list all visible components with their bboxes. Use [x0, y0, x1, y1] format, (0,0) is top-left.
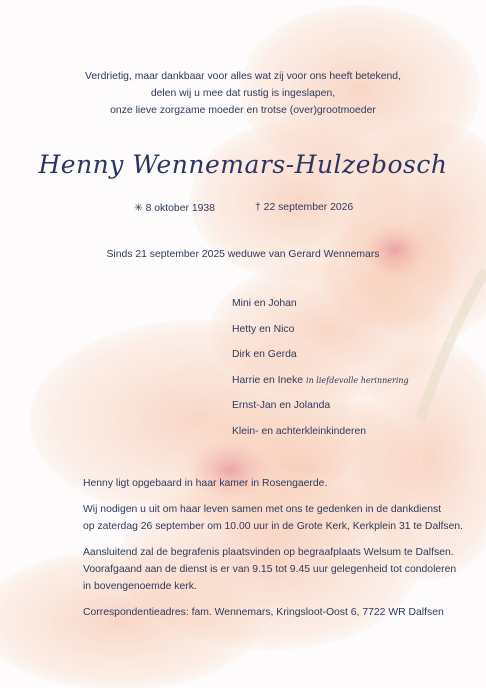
family-row: [232, 298, 409, 324]
paragraph-line: Aansluitend zal de begrafenis plaatsvinden op begraafplaats Welsum te Dalfsen.: [83, 547, 454, 558]
family-row: [232, 400, 409, 426]
family-row: [232, 426, 409, 452]
paragraph-correspondence: [83, 604, 473, 621]
birth-date: [134, 202, 215, 214]
paragraph-line: Wij nodigen u uit om haar leven samen met ons te gedenken in de dankdienst: [83, 504, 442, 515]
deceased-name: Henny Wennemars-Hulzebosch: [38, 150, 448, 179]
widow-line: Sinds 21 september 2025 weduwe van Gerard Wennemars: [106, 249, 380, 260]
paragraph-burial: [83, 544, 473, 595]
death-cross-icon: †: [255, 202, 261, 213]
family-row: [232, 324, 409, 350]
family-row: [232, 349, 409, 375]
paragraph-line: Correspondentieadres: fam. Wennemars, Kringsloot-Oost 6, 7722 WR Dalfsen: [83, 607, 444, 618]
birth-date-text: 8 oktober 1938: [145, 203, 215, 214]
family-row: [232, 375, 409, 401]
death-date: [255, 202, 353, 213]
death-date-text: 22 september 2026: [263, 202, 354, 213]
intro-line: onze lieve zorgzame moeder en trotse (over)grootmoeder: [110, 105, 376, 116]
intro-line: Verdrietig, maar dankbaar voor alles wat zij voor ons heeft betekend,: [85, 71, 401, 82]
paragraph-line: Henny ligt opgebaard in haar kamer in Rosengaerde.: [83, 478, 328, 489]
family-names: Ernst-Jan en Jolanda: [232, 400, 331, 412]
paragraph-line: in bovengenoemde kerk.: [83, 581, 197, 592]
intro-line: delen wij u mee dat rustig is ingeslapen,: [150, 88, 336, 99]
family-names: Dirk en Gerda: [232, 349, 297, 361]
family-names: Klein- en achterkleinkinderen: [232, 425, 367, 437]
paragraph-service: [83, 501, 473, 535]
birth-star-icon: ✳: [134, 203, 143, 214]
paragraph-line: op zaterdag 26 september om 10.00 uur in de Grote Kerk, Kerkplein 31 te Dalfsen.: [83, 521, 464, 532]
family-names: Harrie en Ineke: [232, 374, 304, 386]
family-note: in liefdevolle herinnering: [306, 375, 409, 385]
intro-text: [40, 68, 446, 119]
family-list: [232, 298, 409, 452]
family-names: Mini en Johan: [232, 298, 297, 309]
paragraph-laid-out: [83, 475, 473, 492]
paragraph-line: Voorafgaand aan de dienst is er van 9.15 tot 9.45 uur gelegenheid tot condoleren: [83, 564, 457, 575]
family-names: Hetty en Nico: [232, 323, 295, 335]
announcement-body: [83, 475, 473, 630]
